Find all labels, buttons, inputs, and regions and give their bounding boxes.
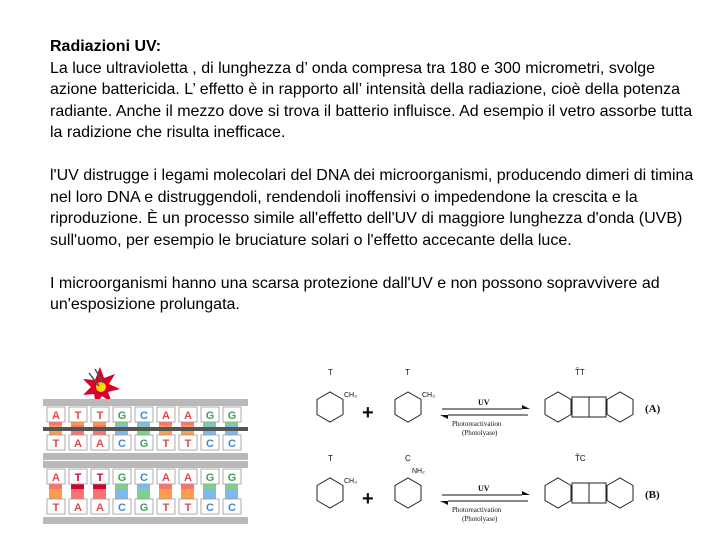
svg-text:T: T [162, 438, 170, 450]
dna-illustration [25, 365, 255, 530]
svg-text:T: T [184, 502, 192, 514]
svg-text:G: G [227, 472, 237, 484]
product-label: T̂C [575, 454, 586, 463]
dna-segment-normal [43, 399, 248, 460]
arrow-label-photoreactivation: Photoreactivation [452, 420, 502, 428]
svg-text:G: G [139, 502, 149, 514]
svg-text:A: A [96, 502, 104, 514]
dna-base-A [91, 489, 109, 514]
arrow-label-uv: UV [478, 484, 490, 493]
svg-text:T: T [52, 502, 60, 514]
thymine-dimer-reaction-figure [300, 365, 680, 530]
svg-text:A: A [184, 472, 192, 484]
arrow-label-uv: UV [478, 398, 490, 407]
dna-base-T [47, 489, 65, 514]
svg-text:C: C [140, 472, 148, 484]
base-label: T [328, 368, 333, 377]
svg-text:T: T [96, 472, 104, 484]
dna-segment-dimer [43, 461, 248, 524]
svg-text:+: + [362, 488, 374, 510]
svg-text:G: G [117, 472, 127, 484]
svg-text:A: A [52, 410, 60, 422]
dna-base-C [201, 489, 219, 514]
svg-text:A: A [184, 410, 192, 422]
svg-text:T: T [74, 410, 82, 422]
dna-base-T [157, 489, 175, 514]
svg-text:T: T [52, 438, 60, 450]
svg-text:G: G [227, 410, 237, 422]
svg-text:G: G [139, 438, 149, 450]
svg-text:C: C [228, 502, 236, 514]
svg-text:C: C [206, 502, 214, 514]
svg-text:T: T [96, 410, 104, 422]
arrow-label-photolyase: (Photolyase) [462, 515, 498, 523]
svg-text:C: C [118, 438, 126, 450]
svg-text:T: T [184, 438, 192, 450]
svg-text:T: T [74, 472, 82, 484]
svg-text:CH₃: CH₃ [344, 478, 357, 485]
slide-text [50, 36, 700, 316]
svg-text:C: C [206, 438, 214, 450]
svg-text:A: A [162, 472, 170, 484]
svg-text:A: A [162, 410, 170, 422]
arrow-label-photolyase: (Photolyase) [462, 429, 498, 437]
svg-text:A: A [74, 502, 82, 514]
dna-base-G [135, 489, 153, 514]
dna-base-C [113, 489, 131, 514]
svg-text:A: A [74, 438, 82, 450]
dna-base-A [69, 489, 87, 514]
svg-text:G: G [117, 410, 127, 422]
reaction-row-a [317, 368, 661, 437]
reaction-row-b [317, 454, 660, 523]
dna-base-C [223, 489, 241, 514]
dna-base-T [179, 489, 197, 514]
base-label: T [328, 454, 333, 463]
svg-text:A: A [52, 472, 60, 484]
svg-text:G: G [205, 410, 215, 422]
paragraph-dna-damage: l'UV distrugge i legami molecolari del DNA dei microorganismi, producendo dimeri di timina nel loro DNA e distruggendoli, rendendoli inoffensivi o impedendone la crescita e la riproduzione. È un processo simile all'effetto dell'UV di maggiore lunghezza d'onda (UVB) sull'uomo, per esempio le bruciature solari o l'effetto accecante della luce. [50, 167, 694, 249]
base-label: T [405, 368, 410, 377]
reaction-tag: (A) [645, 403, 661, 415]
svg-text:C: C [140, 410, 148, 422]
svg-text:T: T [162, 502, 170, 514]
svg-text:C: C [118, 502, 126, 514]
svg-text:CH₃: CH₃ [422, 392, 435, 399]
reaction-tag: (B) [645, 489, 660, 501]
svg-text:C: C [228, 438, 236, 450]
slide-title: Radiazioni UV: [50, 38, 162, 55]
paragraph-protection: I microorganismi hanno una scarsa protezione dall'UV e non possono sopravvivere ad un'esposizione prolungata. [50, 274, 660, 313]
svg-text:G: G [205, 472, 215, 484]
svg-text:A: A [96, 438, 104, 450]
svg-text:NH₂: NH₂ [412, 468, 425, 475]
base-label: C [405, 454, 411, 463]
svg-text:CH₃: CH₃ [344, 392, 357, 399]
product-label: T̂T [575, 368, 585, 377]
svg-text:+: + [362, 402, 374, 424]
arrow-label-photoreactivation: Photoreactivation [452, 506, 502, 514]
paragraph-uv-wavelength: La luce ultravioletta , di lunghezza d’ onda compresa tra 180 e 300 micrometri, svolge azione battericida. L’ effetto è in rapporto all’ intensità della radiazione, cioè della potenza radiante. Anche il mezzo dove si trova il batterio influisce. Ad esempio il vetro assorbe tutta la radizione che risulta inefficace. [50, 59, 693, 141]
